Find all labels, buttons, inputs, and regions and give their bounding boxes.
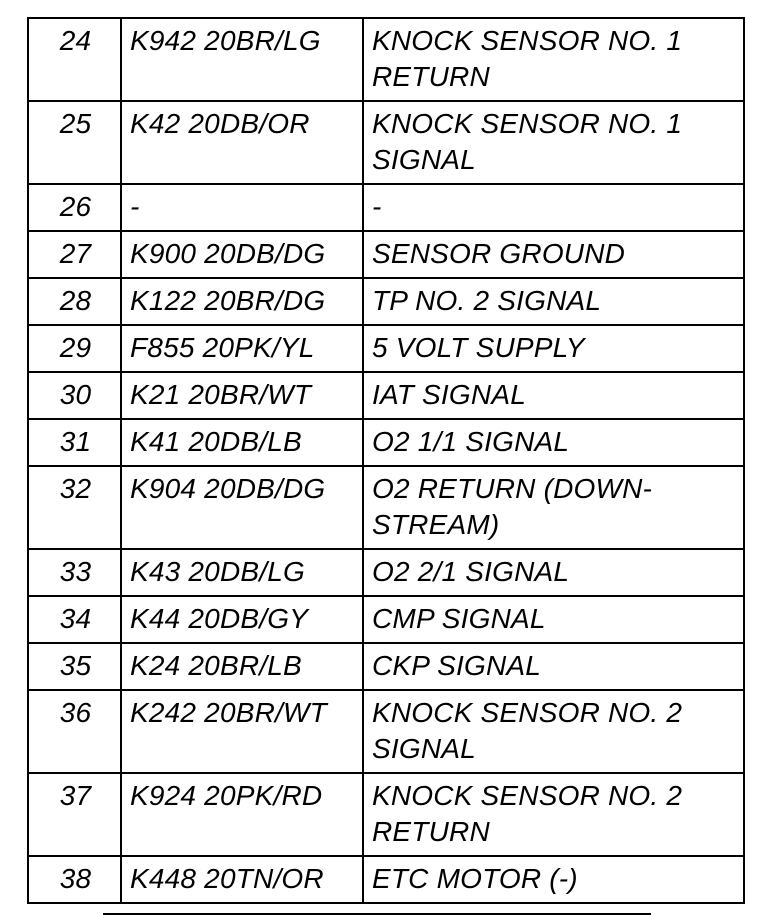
function-cell: KNOCK SENSOR NO. 2 RETURN [363,773,744,856]
circuit-cell: F855 20PK/YL [121,325,363,372]
circuit-cell: K448 20TN/OR [121,856,363,903]
table-row [28,325,744,372]
function-cell: CKP SIGNAL [363,643,744,690]
cavity-cell: 34 [28,596,121,643]
cavity-cell: 33 [28,549,121,596]
table-row [28,856,744,903]
table-row [28,419,744,466]
cavity-cell: 29 [28,325,121,372]
circuit-cell: K924 20PK/RD [121,773,363,856]
cavity-cell: 25 [28,101,121,184]
circuit-cell: K44 20DB/GY [121,596,363,643]
table-row [28,596,744,643]
cavity-cell: 27 [28,231,121,278]
function-cell: O2 1/1 SIGNAL [363,419,744,466]
circuit-cell: K904 20DB/DG [121,466,363,549]
cavity-cell: 26 [28,184,121,231]
table-row [28,184,744,231]
table-row [28,231,744,278]
function-cell: TP NO. 2 SIGNAL [363,278,744,325]
circuit-cell: K900 20DB/DG [121,231,363,278]
function-cell: 5 VOLT SUPPLY [363,325,744,372]
function-cell: KNOCK SENSOR NO. 1 RETURN [363,18,744,101]
function-cell: ETC MOTOR (-) [363,856,744,903]
circuit-cell: K942 20BR/LG [121,18,363,101]
table-row [28,278,744,325]
cavity-cell: 30 [28,372,121,419]
table-row [28,372,744,419]
table-row [28,690,744,773]
cavity-cell: 37 [28,773,121,856]
circuit-cell: - [121,184,363,231]
table-row [28,466,744,549]
circuit-cell: K122 20BR/DG [121,278,363,325]
cavity-cell: 32 [28,466,121,549]
table-row [28,549,744,596]
cavity-cell: 36 [28,690,121,773]
cavity-cell: 31 [28,419,121,466]
table-row [28,643,744,690]
cavity-cell: 24 [28,18,121,101]
cavity-cell: 28 [28,278,121,325]
circuit-cell: K41 20DB/LB [121,419,363,466]
function-cell: IAT SIGNAL [363,372,744,419]
circuit-cell: K43 20DB/LG [121,549,363,596]
cavity-cell: 35 [28,643,121,690]
table-row [28,101,744,184]
function-cell: - [363,184,744,231]
function-cell: KNOCK SENSOR NO. 2 SIGNAL [363,690,744,773]
connector-pinout-table [27,17,745,904]
function-cell: CMP SIGNAL [363,596,744,643]
table-row [28,773,744,856]
circuit-cell: K42 20DB/OR [121,101,363,184]
table-row [28,18,744,101]
circuit-cell: K21 20BR/WT [121,372,363,419]
circuit-cell: K24 20BR/LB [121,643,363,690]
footer-divider [103,913,651,915]
function-cell: O2 RETURN (DOWN-STREAM) [363,466,744,549]
circuit-cell: K242 20BR/WT [121,690,363,773]
cavity-cell: 38 [28,856,121,903]
function-cell: SENSOR GROUND [363,231,744,278]
function-cell: O2 2/1 SIGNAL [363,549,744,596]
function-cell: KNOCK SENSOR NO. 1 SIGNAL [363,101,744,184]
